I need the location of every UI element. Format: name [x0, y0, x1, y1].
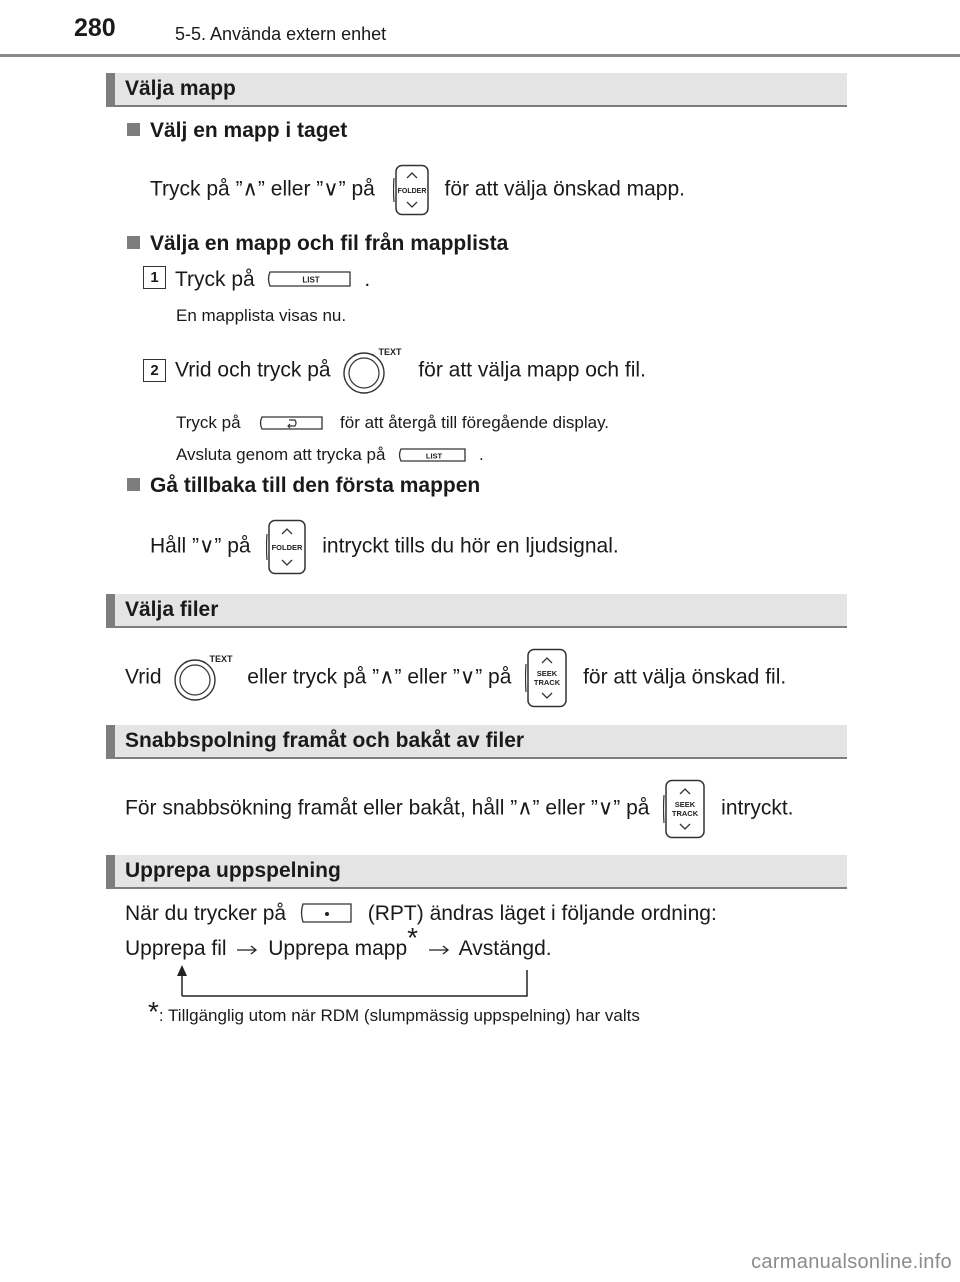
instruction-text: Vrid — [125, 665, 162, 689]
subheading-folder-list — [127, 232, 508, 256]
flow-step: Upprepa fil — [125, 937, 227, 960]
exit-note — [176, 445, 484, 465]
subheading-text: Gå tillbaka till den första mappen — [150, 474, 481, 497]
arrow-right-icon — [236, 937, 258, 961]
list-button-label: LIST — [301, 275, 320, 285]
note-text: för att återgå till föregående display. — [340, 413, 610, 432]
seek-label: SEEK — [537, 669, 558, 678]
instruction-text: Vrid och tryck på — [175, 358, 331, 382]
instruction-select-file — [125, 648, 786, 708]
seek-track-button-icon — [663, 779, 707, 839]
instruction-text: När du trycker på — [125, 902, 287, 925]
folder-button-icon — [393, 164, 431, 216]
step-number-2: 2 — [143, 359, 166, 382]
footnote-asterisk: * — [148, 996, 159, 1027]
step-1-text — [175, 268, 370, 292]
text-knob-label: TEXT — [378, 347, 402, 357]
folder-button-label: FOLDER — [271, 543, 303, 552]
flow-step: Avstängd. — [458, 937, 552, 960]
instruction-folder-updown — [150, 164, 685, 216]
square-bullet-icon — [127, 236, 140, 249]
back-button-icon — [259, 415, 325, 431]
instruction-text: (RPT) ändras läget i följande ordning: — [367, 902, 717, 925]
folder-button-icon — [266, 519, 308, 575]
track-label: TRACK — [534, 678, 561, 687]
instruction-text: intryckt tills du hör en ljudsignal. — [322, 534, 619, 558]
list-button-label: LIST — [426, 451, 443, 461]
section-heading-files: Välja filer — [106, 594, 847, 628]
folder-button-label: FOLDER — [397, 188, 427, 195]
step-2-text — [175, 346, 646, 396]
square-bullet-icon — [127, 123, 140, 136]
list-button-icon — [398, 447, 468, 463]
rpt-button-icon — [300, 902, 354, 924]
flow-step: Upprepa mapp — [268, 937, 408, 960]
section-heading-folder: Välja mapp — [106, 73, 847, 107]
step-number-1: 1 — [143, 266, 166, 289]
text-knob-label: TEXT — [209, 654, 233, 664]
repeat-flow — [125, 922, 552, 961]
flow-asterisk: * — [407, 922, 419, 953]
instruction-text: Tryck på ”∧” eller ”∨” på — [150, 177, 375, 201]
instruction-seek — [125, 779, 794, 839]
section-heading-seek: Snabbspolning framåt och bakåt av filer — [106, 725, 847, 759]
square-bullet-icon — [127, 478, 140, 491]
track-label: TRACK — [672, 809, 699, 818]
footnote — [148, 996, 640, 1027]
seek-label: SEEK — [675, 800, 696, 809]
header-divider — [0, 54, 960, 57]
arrow-right-icon — [428, 937, 450, 961]
instruction-text: för att välja önskad mapp. — [444, 177, 685, 201]
instruction-text: eller tryck på ”∧” eller ”∨” på — [247, 665, 512, 689]
instruction-text: för att välja önskad fil. — [583, 665, 787, 689]
section-heading-repeat: Upprepa uppspelning — [106, 855, 847, 889]
seek-track-button-icon — [525, 648, 569, 708]
back-note — [176, 413, 609, 433]
instruction-text: För snabbsökning framåt eller bakåt, håll ”∧” eller ”∨” på — [125, 796, 650, 820]
page-number: 280 — [74, 14, 116, 42]
note-text: Avsluta genom att trycka på — [176, 445, 386, 464]
text-knob-icon — [171, 653, 235, 703]
instruction-text: . — [364, 268, 371, 291]
note-text: Tryck på — [176, 413, 241, 432]
subheading-one-folder — [127, 119, 347, 143]
watermark: carmanualsonline.info — [751, 1251, 952, 1273]
instruction-first-folder — [150, 519, 619, 575]
instruction-text: Tryck på — [175, 268, 255, 291]
footnote-text: : Tillgänglig utom när RDM (slumpmässig uppspelning) har valts — [158, 1006, 640, 1025]
subheading-first-folder — [127, 474, 480, 498]
instruction-text: för att välja mapp och fil. — [418, 358, 646, 382]
note-text: . — [478, 445, 484, 464]
instruction-repeat — [125, 902, 717, 926]
return-loop-arrow — [174, 964, 534, 1000]
list-button-icon — [267, 270, 353, 288]
chapter-title: 5-5. Använda extern enhet — [175, 24, 387, 44]
instruction-text: intryckt. — [721, 796, 794, 820]
text-knob-icon — [340, 346, 404, 396]
step-1-note: En mapplista visas nu. — [176, 306, 347, 325]
subheading-text: Välja en mapp och fil från mapplista — [150, 232, 509, 255]
instruction-text: Håll ”∨” på — [150, 534, 251, 558]
subheading-text: Välj en mapp i taget — [150, 119, 348, 142]
